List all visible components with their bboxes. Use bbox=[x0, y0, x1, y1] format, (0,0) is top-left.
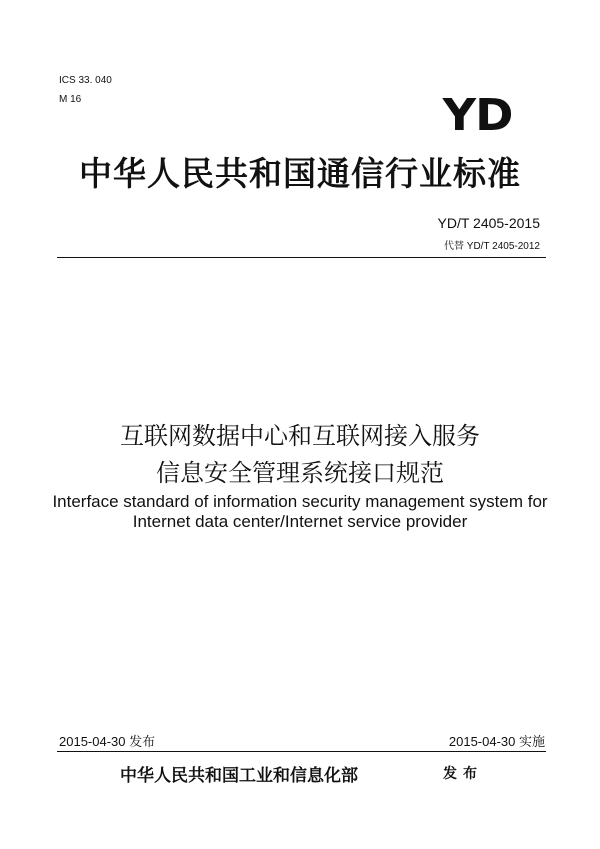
yd-logo: YD bbox=[442, 90, 512, 141]
bottom-divider bbox=[57, 751, 546, 752]
classification-code: M 16 bbox=[59, 94, 82, 105]
implementation-date: 2015-04-30 实施 bbox=[448, 734, 545, 749]
title-english-line-1: Interface standard of information security management system for bbox=[52, 492, 548, 511]
title-chinese-line-1: 互联网数据中心和互联网接入服务 bbox=[120, 422, 480, 450]
issue-date: 2015-04-30 发布 bbox=[59, 734, 156, 749]
replaces-standard: 代替 YD/T 2405-2012 bbox=[444, 241, 540, 252]
top-divider bbox=[57, 257, 546, 258]
ics-code: ICS 33. 040 bbox=[59, 75, 112, 86]
standard-number: YD/T 2405-2015 bbox=[437, 215, 540, 231]
standard-name: 中华人民共和国通信行业标准 bbox=[79, 154, 521, 193]
issuing-authority: 中华人民共和国工业和信息化部 bbox=[120, 766, 358, 786]
title-chinese-line-2: 信息安全管理系统接口规范 bbox=[156, 459, 444, 487]
title-english-line-2: Internet data center/Internet service provider bbox=[132, 512, 468, 531]
issuing-action: 发布 bbox=[443, 766, 483, 782]
